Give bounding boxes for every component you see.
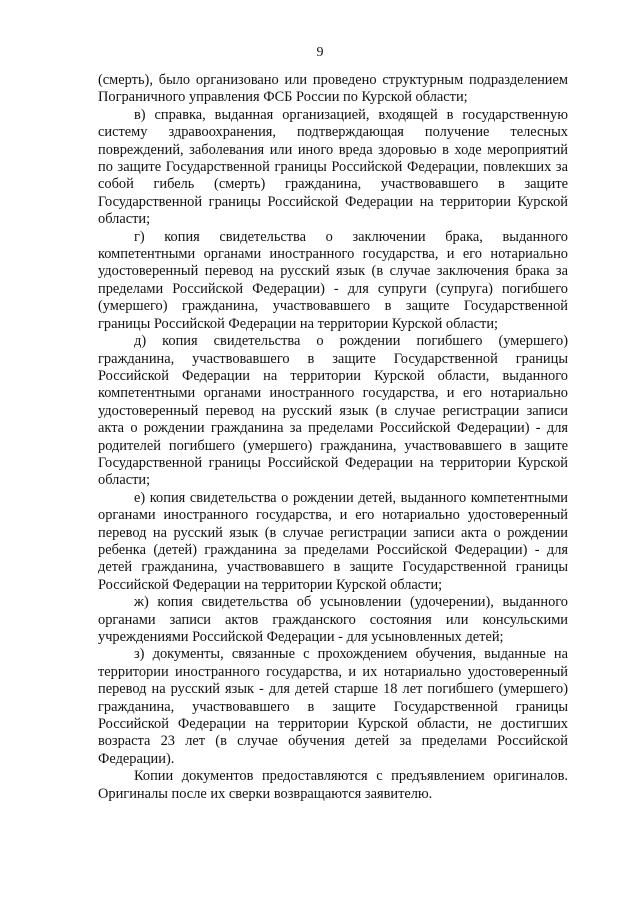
paragraph-item-e: е) копия свидетельства о рождении детей, выданного компетентными органами иностранного государства, и его нотариально удостоверенный перевод на русский язык (в случае регистрации записи акта о рождении ребенка (детей) гражданина за пределами Российской Федерации) - для детей гражданина, участвовавшего в защите Государственной границы Российской Федерации на территории Курской области; [98, 489, 568, 593]
paragraph-item-g: г) копия свидетельства о заключении брака, выданного компетентными органами иностранного государства, и его нотариально удостоверенный перевод на русский язык (в случае заключения брака за пределами Российской Федерации) - для супруги (супруга) погибшего (умершего) гражданина, участвовавшего в защите Государственной границы Российской Федерации на территории Курской области; [98, 228, 568, 332]
paragraph-copies-note: Копии документов предоставляются с предъявлением оригиналов. Оригиналы после их сверки возвращаются заявителю. [98, 768, 568, 802]
document-body [98, 72, 568, 803]
paragraph-item-v: в) справка, выданная организацией, входящей в государственную систему здравоохранения, подтверждающая получение телесных повреждений, заболевания или иного вреда здоровью в ходе мероприятий по защите Государственной границы Российской Федерации, повлекших за собой гибель (смерть) гражданина, участвовавшего в защите Государственной границы Российской Федерации на территории Курской области; [98, 106, 568, 228]
paragraph-item-zh: ж) копия свидетельства об усыновлении (удочерении), выданного органами записи актов гражданского состояния или консульскими учреждениями Российской Федерации - для усыновленных детей; [98, 594, 568, 645]
paragraph-item-z: з) документы, связанные с прохождением обучения, выданные на территории иностранного государства, и их нотариально удостоверенный перевод на русский язык - для детей старше 18 лет погибшего (умершего) гражданина, участвовавшего в защите Государственной границы Российской Федерации на территории Курской области, не достигших возраста 23 лет (в случае обучения детей за пределами Российской Федерации). [98, 646, 568, 767]
paragraph-item-d: д) копия свидетельства о рождении погибшего (умершего) гражданина, участвовавшего в защите Государственной границы Российской Федерации на территории Курской области, выданного компетентными органами иностранного государства, и его нотариально удостоверенный перевод на русский язык (в случае регистрации записи акта о рождении гражданина за пределами Российской Федерации) - для родителей погибшего (умершего) гражданина, участвовавшего в защите Государственной границы Российской Федерации на территории Курской области; [98, 333, 568, 489]
page-number: 9 [316, 45, 324, 60]
paragraph-continuation: (смерть), было организовано или проведено структурным подразделением Пограничного управления ФСБ России по Курской области; [98, 72, 568, 106]
